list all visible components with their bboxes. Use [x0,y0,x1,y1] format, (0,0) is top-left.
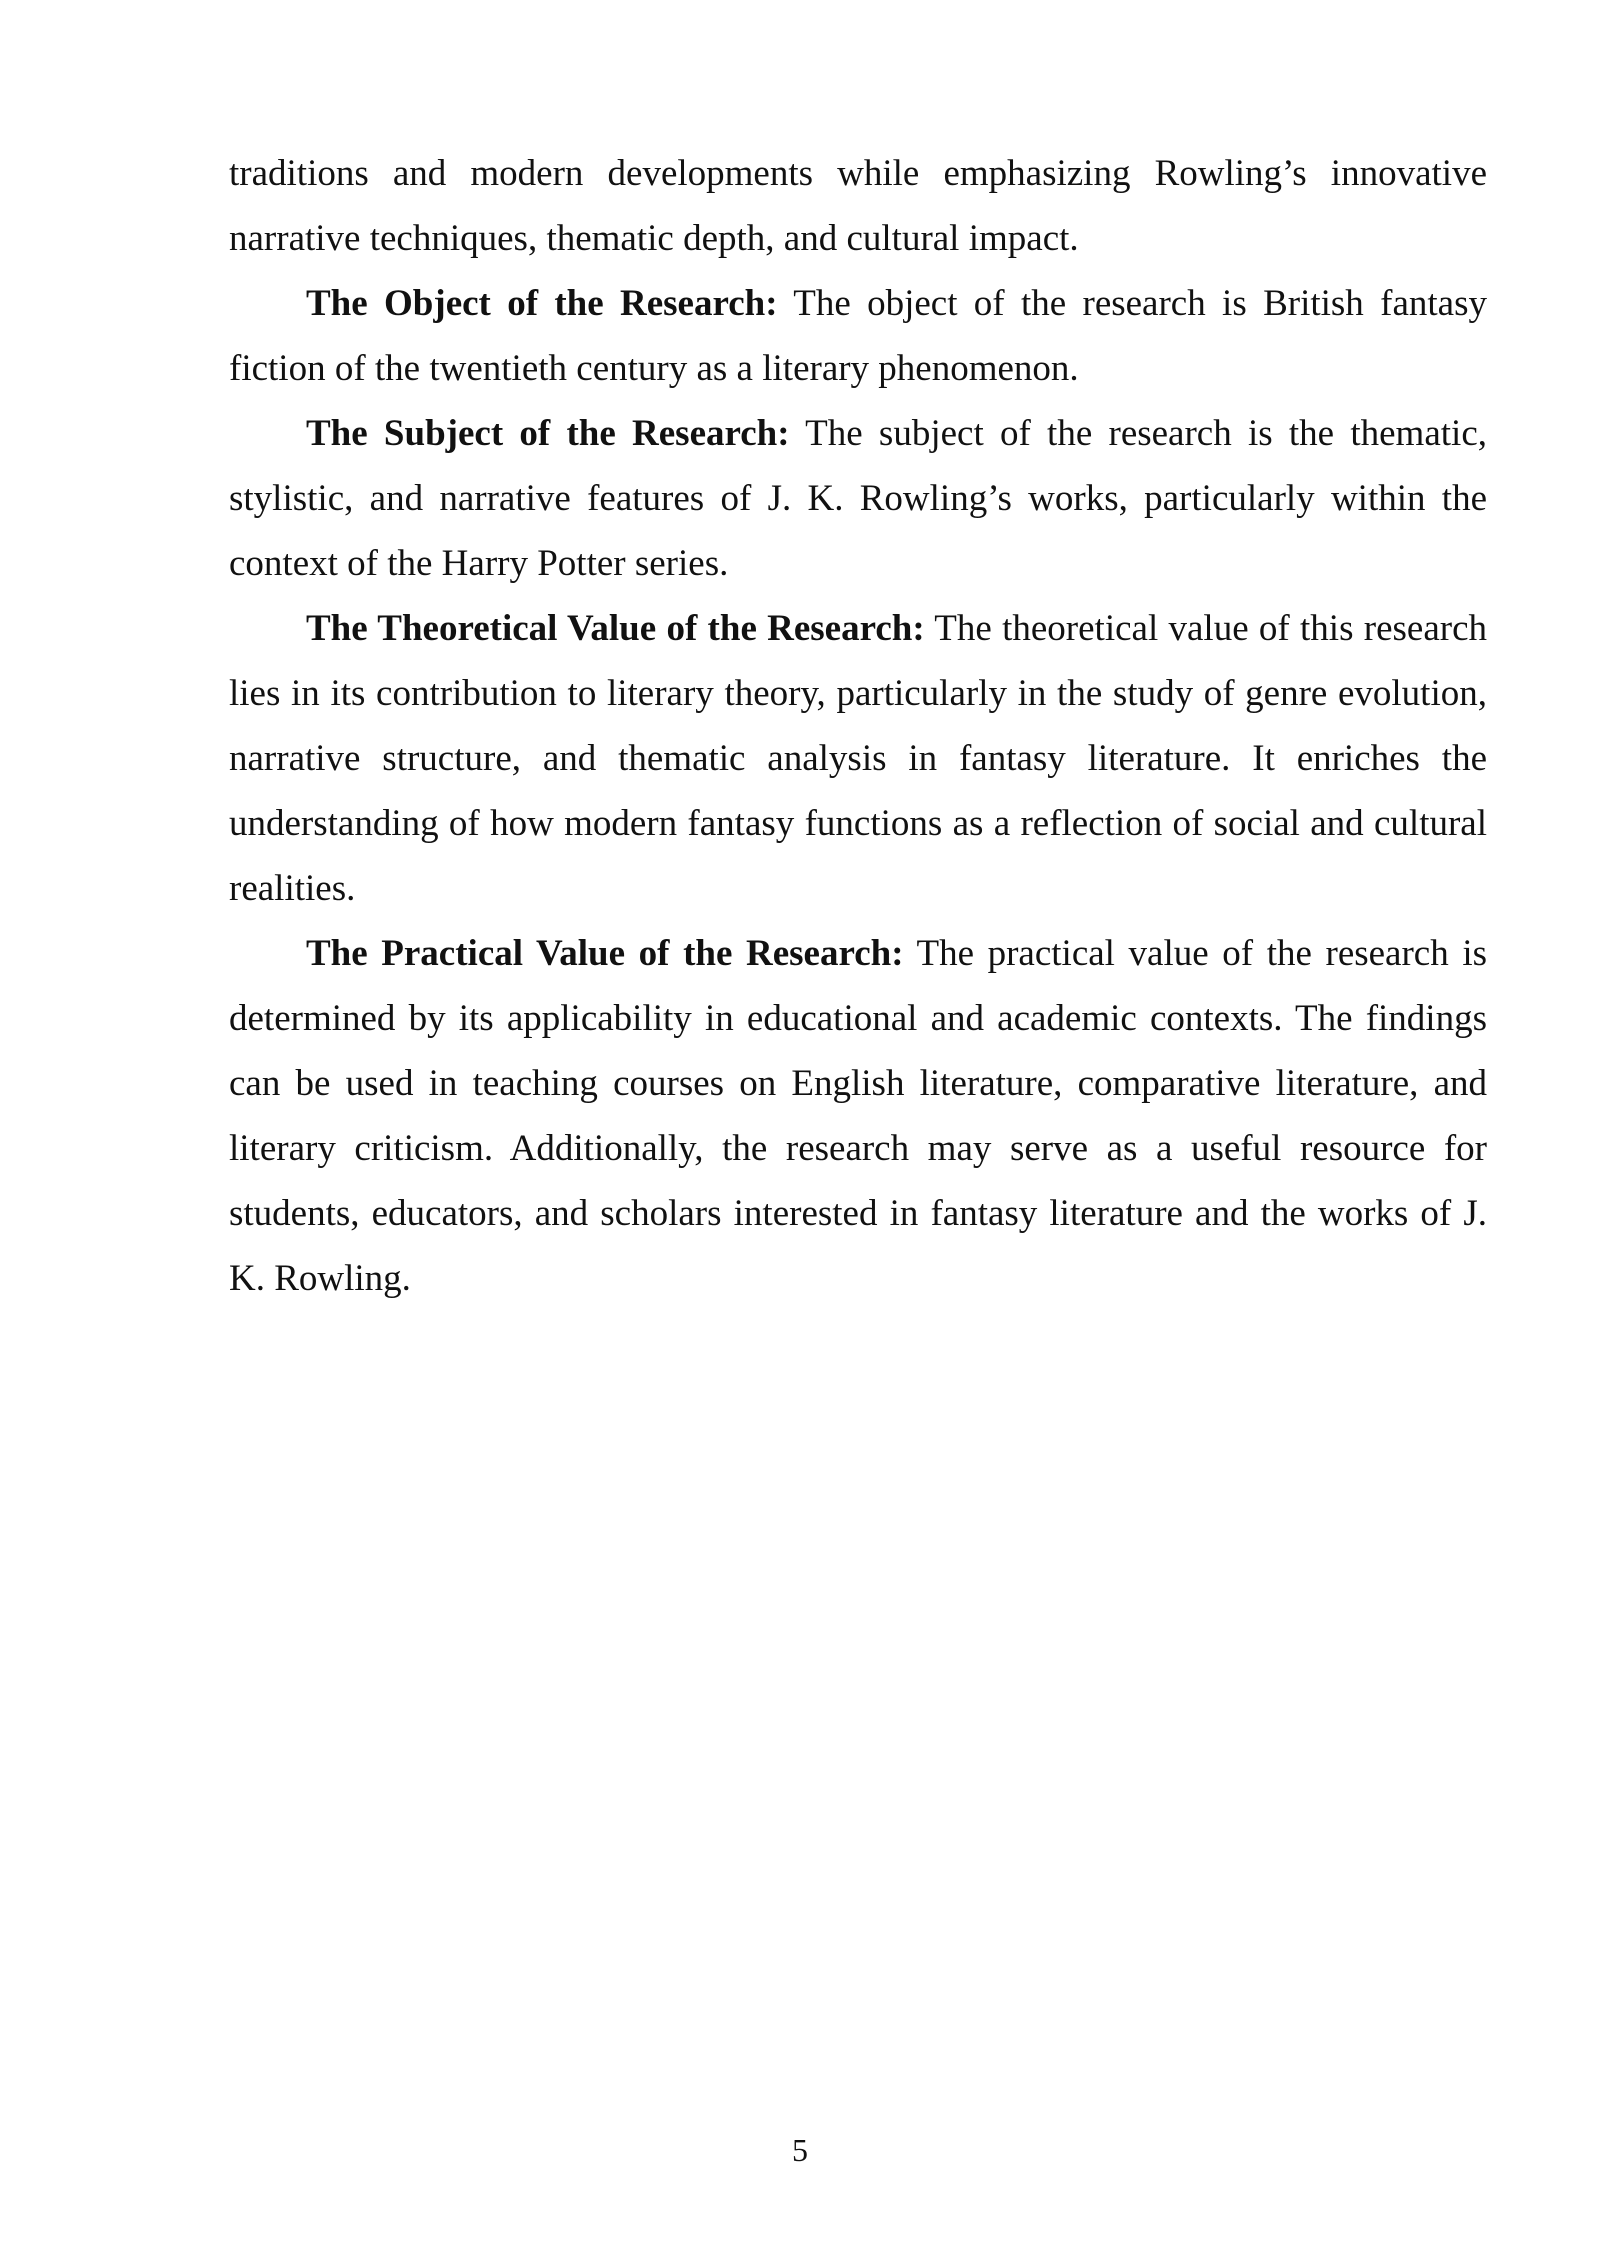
paragraph-practical-value [229,921,1487,1311]
paragraph-text: The object of the research is British fantasy fiction of the twentieth century as a literary phenomenon. [229,283,1487,389]
paragraph-text: The practical value of the research is determined by its applicability in educational and academic contexts. The findings can be used in teaching courses on English literature, comparative literature, and literary criticism. Additionally, the research may serve as a useful resource for students, educators, and scholars interested in fantasy literature and the works of J. K. Rowling. [229,933,1488,1299]
paragraph-theoretical-value [229,596,1487,921]
paragraph-continuation [229,141,1487,271]
paragraph-text: The subject of the research is the thematic, stylistic, and narrative features of J. K. Rowling’s works, particularly within the context of the Harry Potter series. [229,413,1487,584]
paragraph-text: traditions and modern developments while emphasizing Rowling’s innovative narrative techniques, thematic depth, and cultural impact. [229,153,1487,259]
paragraph-heading: The Theoretical Value of the Research: [306,608,925,649]
document-body [229,141,1487,1311]
paragraph-subject-of-research [229,401,1487,596]
paragraph-heading: The Practical Value of the Research: [306,933,904,974]
paragraph-heading: The Subject of the Research: [306,413,790,454]
page-number: 5 [792,2132,808,2168]
paragraph-object-of-research [229,271,1487,401]
paragraph-text: The theoretical value of this research lies in its contribution to literary theory, particularly in the study of genre evolution, narrative structure, and thematic analysis in fantasy literature. It enriches the understanding of how modern fantasy functions as a reflection of social and cultural realities. [229,608,1487,909]
paragraph-heading: The Object of the Research: [306,283,778,324]
